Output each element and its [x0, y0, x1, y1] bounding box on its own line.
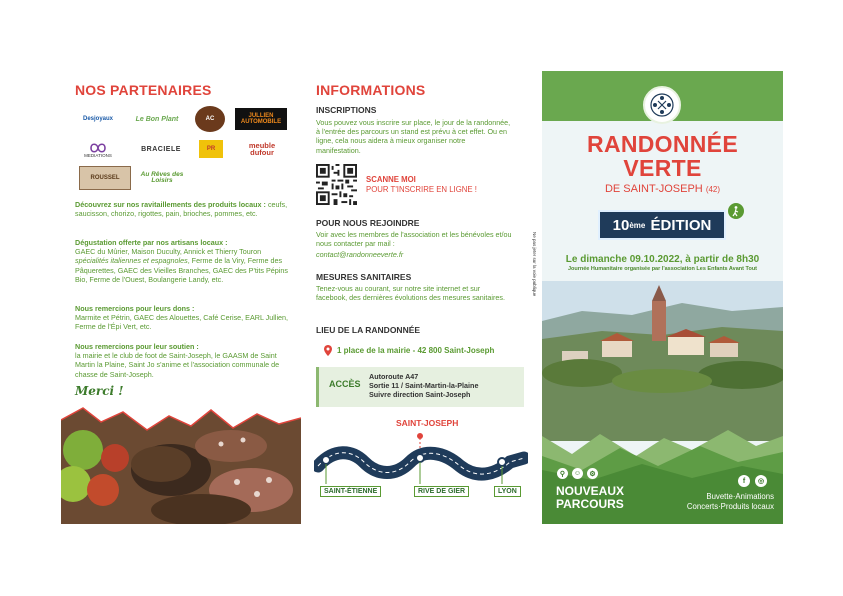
informations-panel	[314, 78, 524, 524]
degustation-text: Dégustation offerte par nos artisans locaux : GAEC du Mûrier, Maison Duculty, Annick et Thierry Touron spécialités italiennes et espagnoles, Ferme de la Viry, Ferme des Pâquerettes, GAEC des Vieilles Branches, GAEC des P'tits Pépins Bio, Ferme de l'Ouest, Boulangerie Landy, etc.	[75, 238, 288, 284]
partner-logo: Au Rêves des Loisirs	[140, 170, 184, 184]
town-label: SAINT-ÉTIENNE	[320, 486, 381, 497]
partner-logo: Le Bon Plant	[135, 115, 179, 123]
services-text: Buvette·Animations Concerts·Produits locaux	[686, 492, 774, 511]
scan-me-text: SCANNE MOI POUR T'INSCRIRE EN LIGNE !	[366, 175, 477, 194]
dons-text: Nous remercions pour leurs dons : Marmite et Pétrin, GAEC des Alouettes, Café Cerise, EARL Jullien, Ferme de l'Épi Vert, etc.	[75, 304, 289, 332]
soutien-text: Nous remercions pour leur soutien : la mairie et le club de foot de Saint-Joseph, le GAASM de Saint Martin la Plaine, Saint Jo s'anime et l'association communale de chasse de Saint-Joseph.	[75, 342, 280, 379]
ravitaillement-text: Découvrez sur nos ravitaillements des produits locaux : ceufs, saucisson, chorizo, rigottes, pain, brioches, pommes, etc.	[75, 200, 288, 219]
acces-box	[316, 367, 524, 407]
title-line2: VERTE	[623, 155, 702, 181]
route-map	[314, 418, 528, 524]
web-icon[interactable]: ◎	[755, 475, 767, 487]
sanitaires-heading: MESURES SANITAIRES	[316, 272, 412, 282]
qr-code[interactable]	[316, 164, 357, 205]
map-pin-icon	[324, 345, 332, 356]
association-logo	[643, 86, 681, 124]
partner-logo: PR	[199, 140, 223, 158]
partner-logo: Desjoyaux	[79, 108, 117, 130]
partners-panel	[61, 78, 301, 524]
activity-icons	[557, 468, 598, 479]
inscriptions-text: Vous pouvez vous inscrire sur place, le jour de la randonnée, à l'entrée des parcours un stand est prévu à cet effet. Ou en ligne, cela nous aidera à mieux organiser notre manifestation.	[316, 118, 511, 155]
town-label: RIVE DE GIER	[414, 486, 469, 497]
acces-directions: Autoroute A47 Sortie 11 / Saint-Martin-la-Plaine Suivre direction Saint-Joseph	[369, 372, 479, 400]
runner-icon: ☺	[573, 470, 582, 477]
edition-badge: 10 ème ÉDITION	[598, 210, 726, 240]
inscriptions-heading: INSCRIPTIONS	[316, 105, 377, 115]
cover-panel	[542, 71, 783, 524]
facebook-icon[interactable]: f	[738, 475, 750, 487]
partner-logo: meuble dufour	[248, 140, 276, 157]
partners-title: NOS PARTENAIRES	[75, 82, 212, 98]
town-label: LYON	[494, 486, 521, 497]
acces-label: ACCÈS	[329, 379, 361, 389]
social-icons	[738, 475, 767, 487]
partner-logo: JULLIEN AUTOMOBILE	[235, 108, 287, 130]
bike-icon: ⚙	[587, 468, 598, 479]
event-date: Le dimanche 09.10.2022, à partir de 8h30	[565, 254, 760, 265]
merci-text: Merci !	[75, 384, 124, 398]
partner-logo: AC	[195, 106, 225, 132]
food-photo	[61, 400, 301, 524]
hiker-icon: ⚲	[557, 468, 568, 479]
map-title: SAINT-JOSEPH	[396, 418, 459, 428]
people-circle-icon	[649, 92, 675, 118]
rejoindre-text: Voir avec les membres de l'association et les bénévoles et/ou nous contacter par mail :	[316, 230, 512, 249]
vertical-note: Ne pas jeter sur la voie publique	[532, 232, 537, 297]
address-line: 1 place de la mairie - 42 800 Saint-Joseph	[324, 345, 494, 356]
partner-logo: ROUSSEL	[79, 166, 131, 190]
organizer-line: Journée Humanitaire organisée par l'association Les Enfants Avant Tout	[567, 266, 758, 272]
hiker-icon	[728, 203, 744, 219]
lieu-heading: LIEU DE LA RANDONNÉE	[316, 325, 421, 335]
infinity-icon	[85, 142, 111, 154]
informations-title: INFORMATIONS	[316, 82, 426, 98]
location-box	[316, 341, 524, 407]
title-subtitle: DE SAINT-JOSEPH (42)	[604, 183, 721, 195]
new-routes-label: NOUVEAUX PARCOURS	[556, 484, 625, 511]
sanitaires-text: Tenez-vous au courant, sur notre site internet et sur facebook, des dernières évolutions des mesures sanitaires.	[316, 284, 505, 303]
rejoindre-heading: POUR NOUS REJOINDRE	[316, 218, 420, 228]
contact-email-link[interactable]: contact@randonneeverte.fr	[316, 250, 404, 259]
village-photo	[542, 281, 783, 441]
title-line1: RANDONNÉE	[587, 131, 738, 157]
partner-logo: MEDIATIONS	[79, 138, 117, 162]
partner-logo: BRACIELE	[141, 145, 181, 153]
